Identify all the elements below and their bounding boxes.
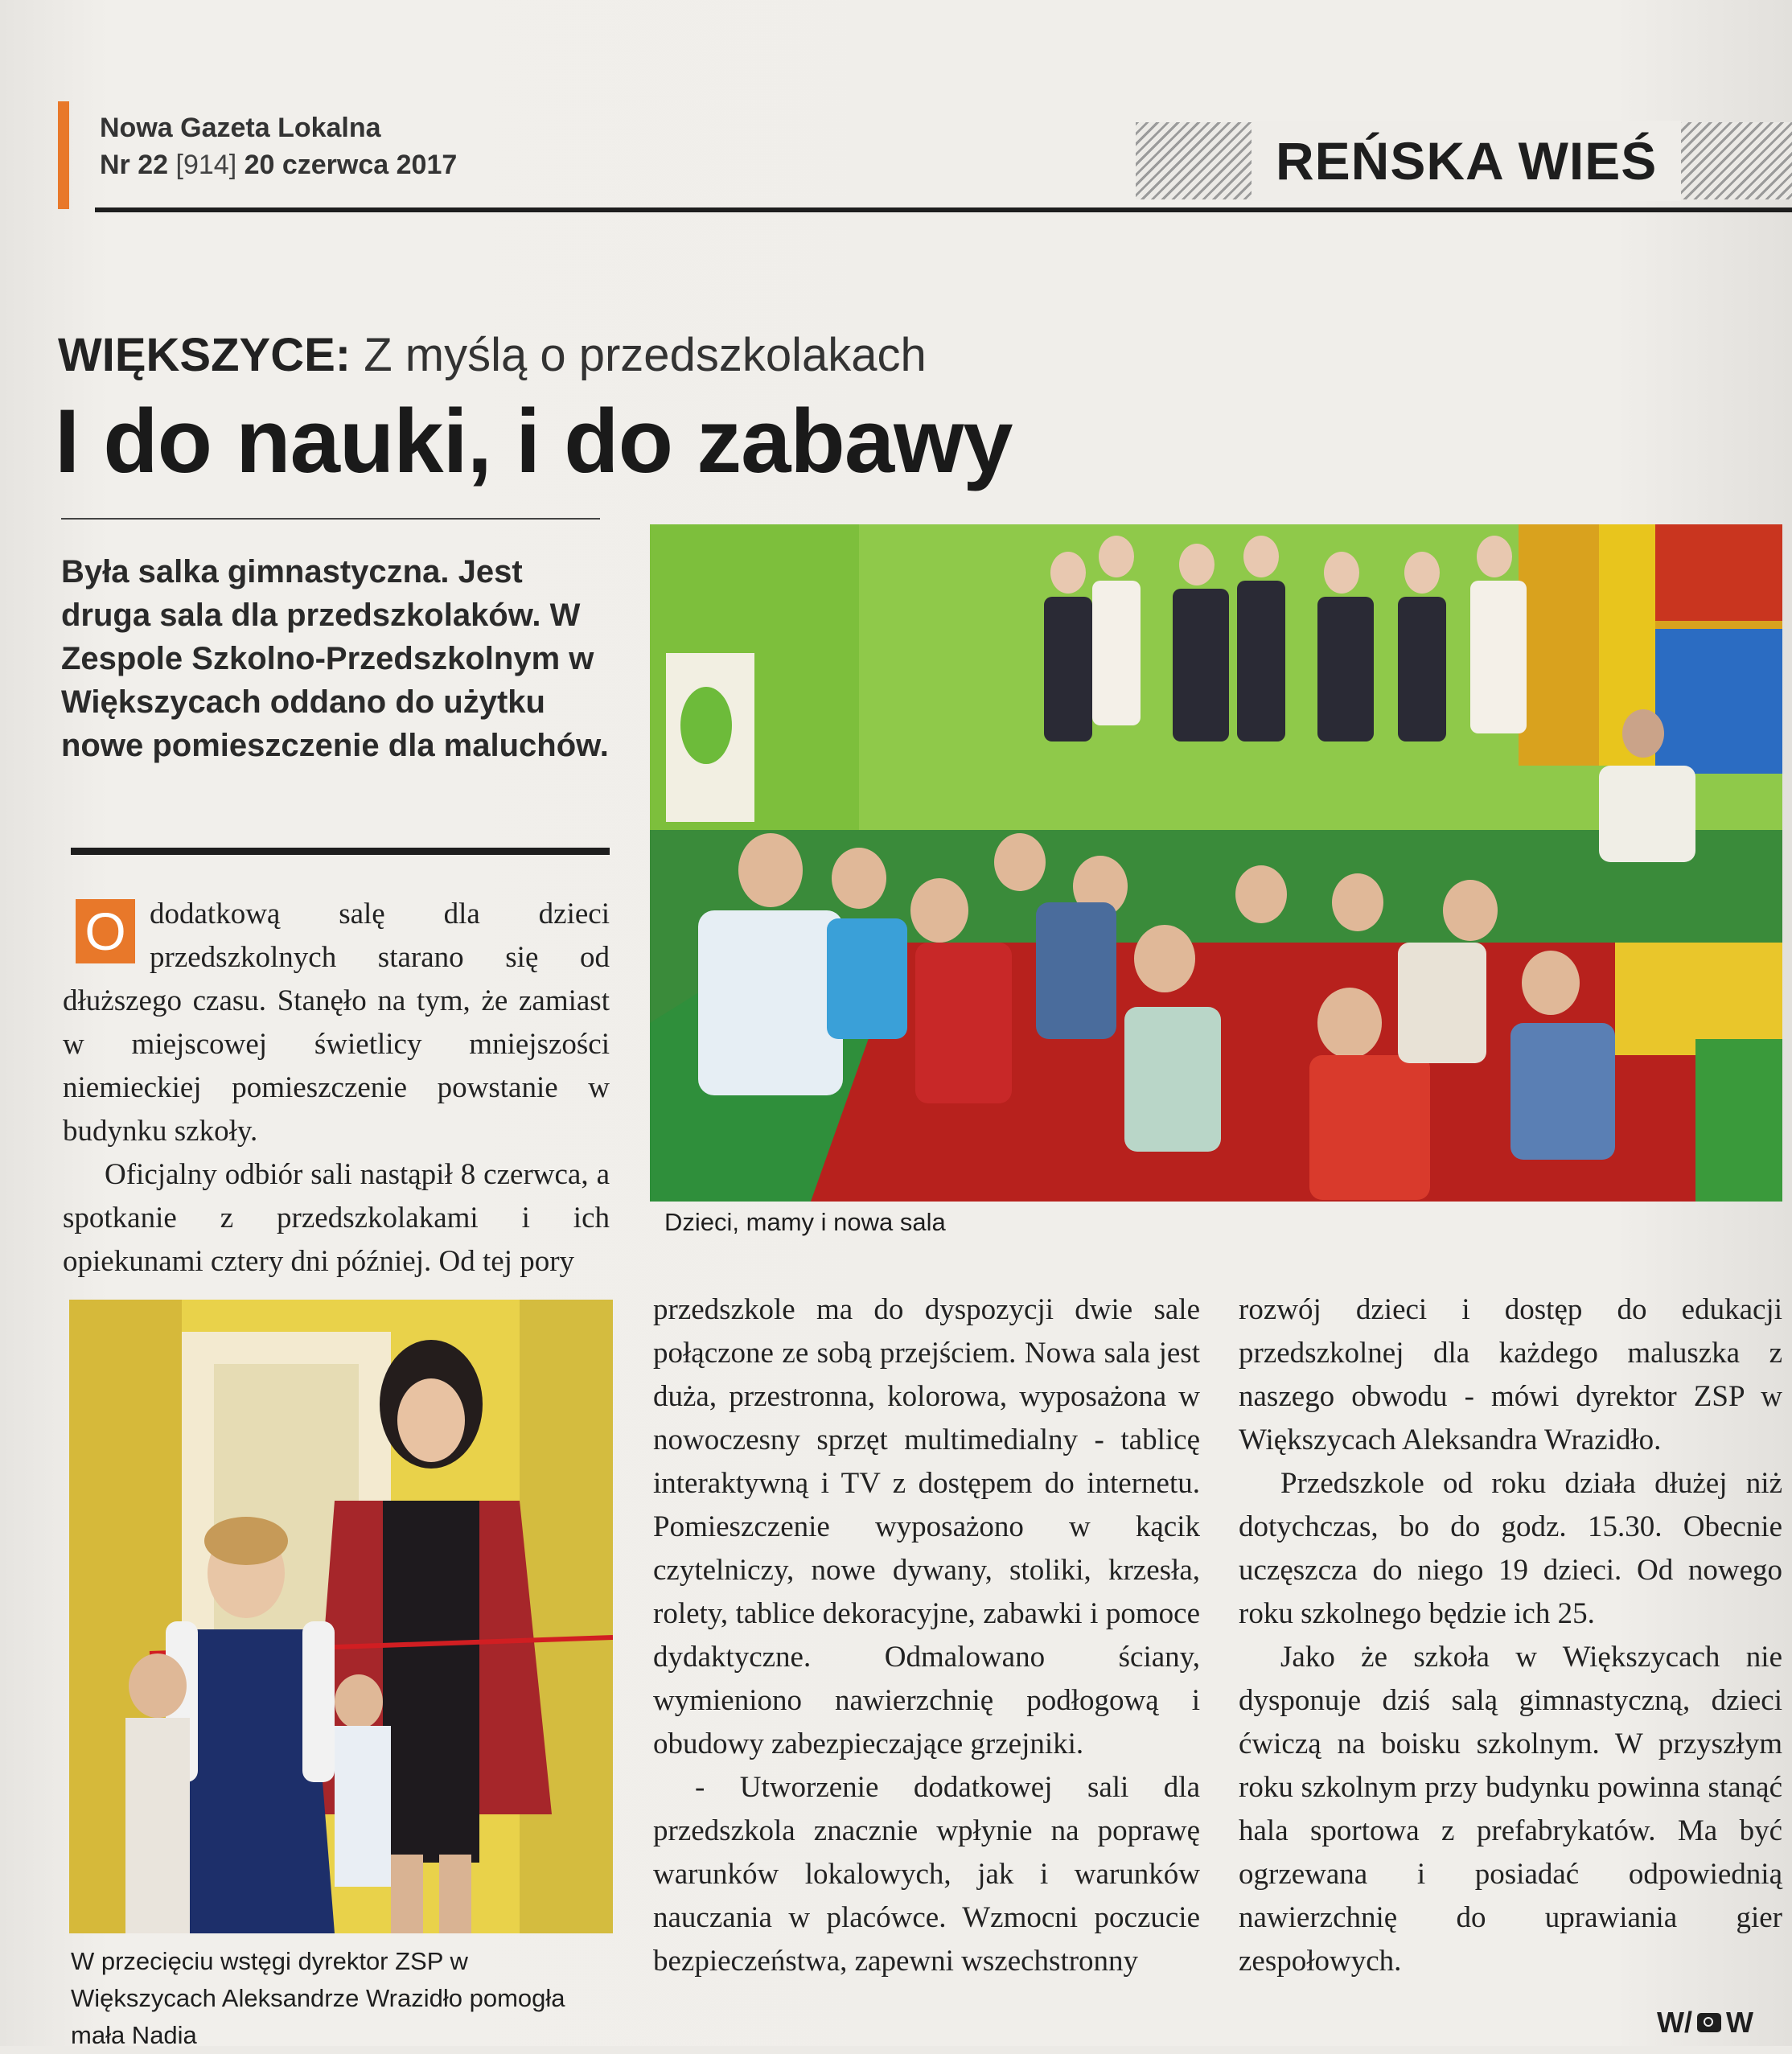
second-photo-caption: W przecięciu wstęgi dyrektor ZSP w Większycach Aleksandrze Wrazidło pomogła mała Nadia — [71, 1947, 565, 2049]
issue-line — [100, 150, 457, 181]
section-label: REŃSKA WIEŚ — [1252, 121, 1681, 201]
kicker-place: WIĘKSZYCE: — [58, 329, 351, 381]
main-photo-caption: Dzieci, mamy i nowa sala — [664, 1208, 946, 1236]
masthead-rule — [95, 207, 1792, 212]
issue-date: 20 czerwca 2017 — [244, 150, 458, 180]
col3-paragraph-1: rozwój dzieci i dostęp do edukacji przedszkolnej dla każdego maluszka z naszego obwodu - mówi dyrektor ZSP w Większycach Aleksandra Wrazidło. — [1239, 1293, 1782, 1456]
credit-left: W/ — [1657, 2006, 1692, 2039]
col3-paragraph-2: Przedszkole od roku działa dłużej niż dotychczas, bo do godz. 15.30. Obecnie uczęszcza do niego 19 dzieci. Od nowego roku szkolnego będzie ich 25. — [1239, 1467, 1782, 1630]
camera-icon — [1697, 2013, 1721, 2032]
col2-paragraph-1: przedszkole ma do dyspozycji dwie sale połączone ze sobą przejściem. Nowa sala jest duża, przestronna, kolorowa, wyposażona w nowoczesny sprzęt multimedialny - tablicę interaktywną i TV z dostępem do internetu. Pomieszczenie wyposażono w kącik czytelniczy, nowe dywany, stoliki, krzesła, rolety, tablice dekoracyjne, zabawki i pomoce dydaktyczne. Odmalowano ściany, wymieniono nawierzchnię podłogową i obudowy zabezpieczające grzejniki. — [653, 1293, 1200, 1760]
article-column-3 — [1239, 1288, 1782, 1983]
col2-paragraph-2: - Utworzenie dodatkowej sali dla przedszkola znacznie wpłynie na poprawę warunków lokalowych, jak i warunków nauczania w placówce. Wzmocni poczucie bezpieczeństwa, zapewni wszechstronny — [653, 1771, 1200, 1978]
article-column-2 — [653, 1288, 1200, 1983]
paper-name: Nowa Gazeta Lokalna — [100, 113, 381, 143]
issue-prefix: Nr 22 — [100, 150, 169, 180]
lead-bottom-rule — [71, 848, 610, 855]
author-credit — [1657, 2006, 1753, 2040]
masthead-accent-bar — [58, 101, 69, 209]
article-column-1 — [63, 893, 610, 1284]
col3-paragraph-3: Jako że szkoła w Większycach nie dysponuje dziś salą gimnastyczną, dzieci ćwiczą na boisku szkolnym. W przyszłym roku szkolnym przy budynku powinna stanąć hala sportowa z prefabrykatów. Ma być ogrzewana i posiadać odpowiednią nawierzchnię do uprawiania gier zespołowych. — [1239, 1641, 1782, 1978]
credit-right: W — [1725, 2006, 1753, 2039]
col1-paragraph-2: Oficjalny odbiór sali nastąpił 8 czerwca, a spotkanie z przedszkolakami i ich opiekunami cztery dni później. Od tej pory — [63, 1158, 610, 1278]
classroom-photo — [650, 524, 1782, 1202]
article-kicker — [58, 328, 927, 382]
lead-top-rule — [61, 518, 600, 520]
drop-cap: O — [76, 899, 135, 963]
ribbon-cutting-photo — [69, 1300, 613, 1933]
issue-number: [914] — [175, 150, 237, 180]
article-headline: I do nauki, i do zabawy — [55, 391, 1013, 491]
col1-paragraph-1: dodatkową salę dla dzieci przedszkolnych starano się od dłuższego czasu. Stanęło na tym, że zamiast w miejscowej świetlicy mniejszości niemieckiej pomieszczenie powstanie w budynku szkoły. — [63, 898, 610, 1148]
kicker-text: Z myślą o przedszkolakach — [364, 329, 927, 381]
article-lead: Była salka gimnastyczna. Jest druga sala dla przedszkolaków. W Zespole Szkolno-Przedszkolnym w Większycach oddano do użytku nowe pomieszczenie dla maluchów. — [61, 554, 609, 763]
